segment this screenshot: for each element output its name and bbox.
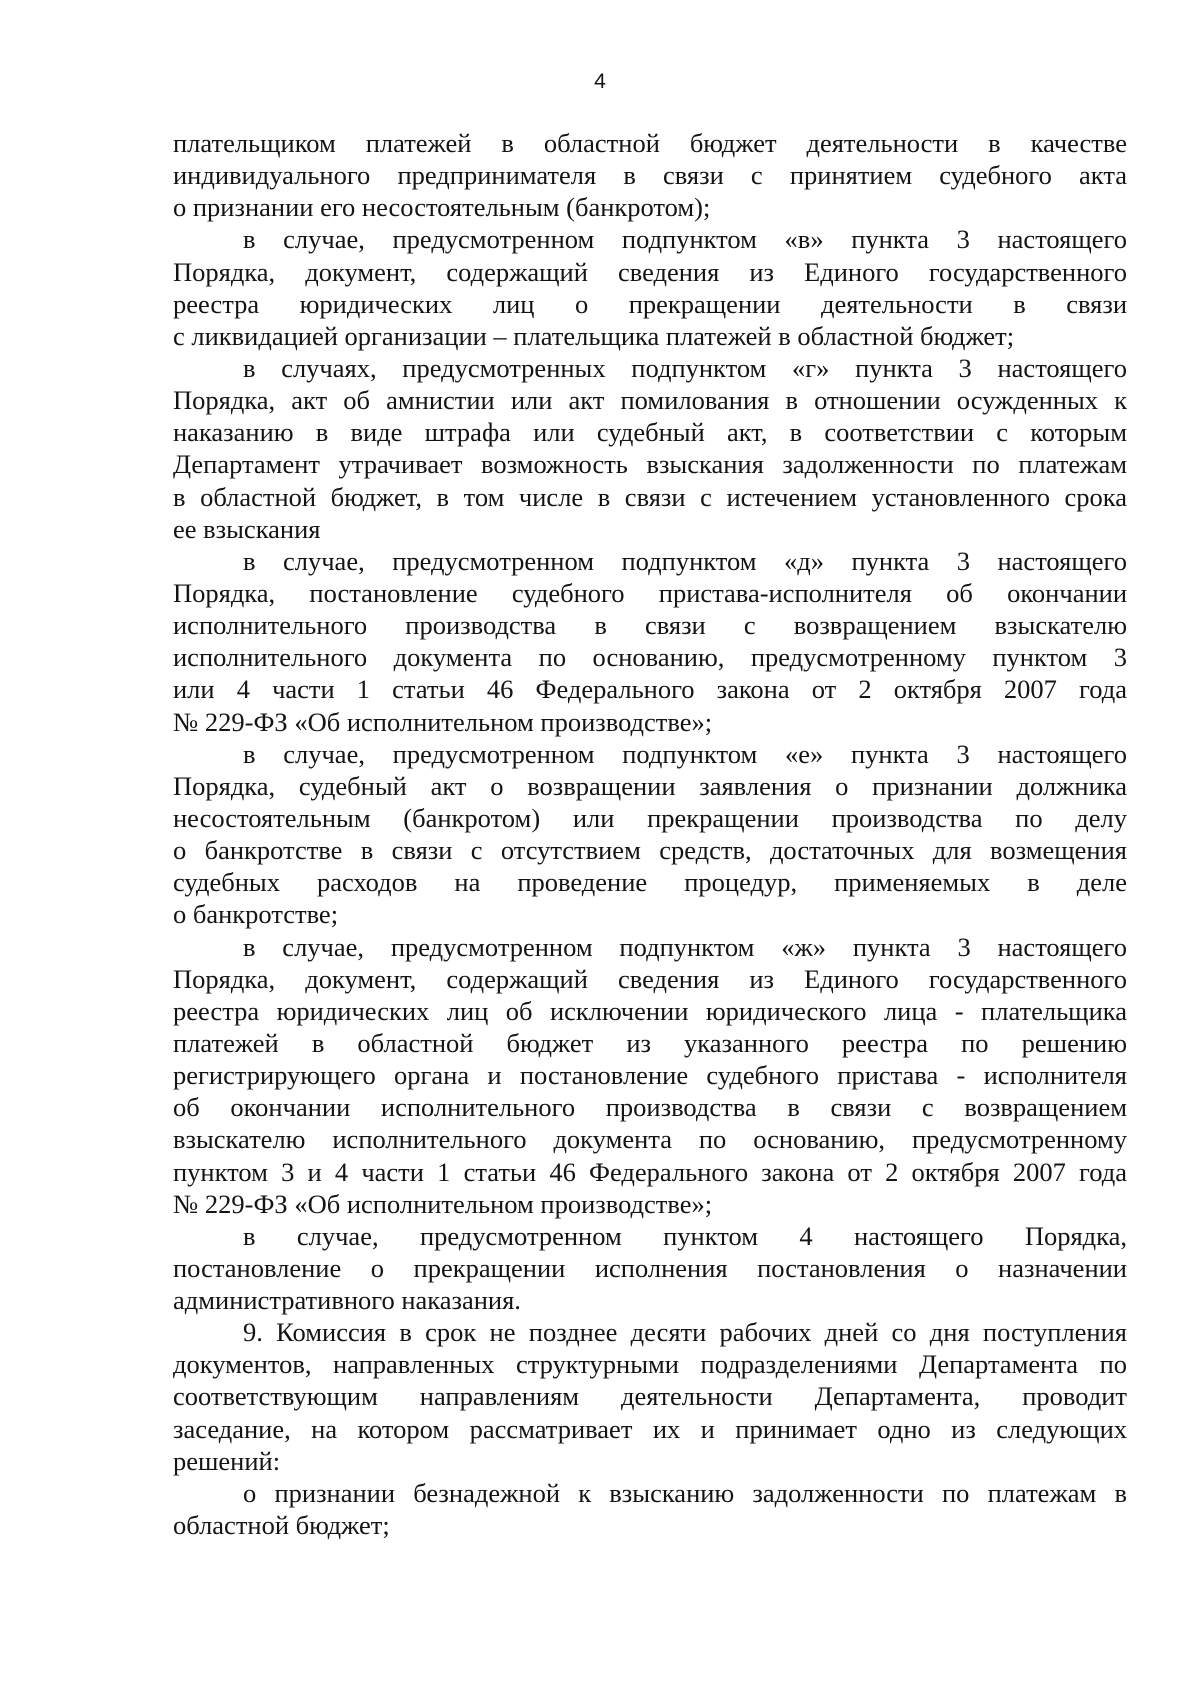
- text-line: № 229-ФЗ «Об исполнительном производстве»;: [173, 1188, 713, 1219]
- text-line: в случае, предусмотренном пунктом 4 настоящего Порядка,: [243, 1220, 1127, 1251]
- text-line: в случае, предусмотренном подпунктом «д» пункта 3 настоящего: [243, 545, 1127, 576]
- text-line: Порядка, акт об амнистии или акт помилования в отношении осужденных к: [173, 385, 1127, 416]
- text-line: о банкротстве в связи с отсутствием средств, достаточных для возмещения: [173, 835, 1127, 866]
- text-line: Порядка, документ, содержащий сведения из Единого государственного: [173, 963, 1127, 994]
- text-line: о банкротстве;: [173, 899, 339, 930]
- text-line: Департамент утрачивает возможность взыскания задолженности по платежам: [173, 449, 1127, 480]
- paragraph: [173, 127, 1127, 223]
- text-line: 9. Комиссия в срок не позднее десяти рабочих дней со дня поступления: [243, 1317, 1127, 1348]
- paragraph: [173, 352, 1127, 545]
- text-line: соответствующим направлениям деятельности Департамента, проводит: [173, 1381, 1127, 1412]
- paragraph: [173, 1477, 1127, 1541]
- text-line: ее взыскания: [173, 513, 321, 544]
- paragraph: [173, 1220, 1127, 1316]
- text-line: административного наказания.: [173, 1285, 521, 1316]
- text-line: документов, направленных структурными подразделениями Департамента по: [173, 1349, 1127, 1380]
- text-line: о признании безнадежной к взысканию задолженности по платежам в: [243, 1477, 1127, 1508]
- text-line: судебных расходов на проведение процедур, применяемых в деле: [173, 867, 1127, 898]
- text-line: в случаях, предусмотренных подпунктом «г» пункта 3 настоящего: [243, 352, 1127, 383]
- text-line: об окончании исполнительного производства в связи с возвращением: [173, 1092, 1127, 1123]
- paragraph: [173, 1316, 1127, 1477]
- text-line: реестра юридических лиц об исключении юридического лица - плательщика: [173, 995, 1127, 1026]
- text-line: пунктом 3 и 4 части 1 статьи 46 Федерального закона от 2 октября 2007 года: [173, 1156, 1127, 1187]
- text-line: Порядка, документ, содержащий сведения из Единого государственного: [173, 256, 1127, 287]
- text-line: несостоятельным (банкротом) или прекращении производства по делу: [173, 802, 1127, 833]
- paragraph: [173, 738, 1127, 931]
- paragraph: [173, 545, 1127, 738]
- text-line: платежей в областной бюджет из указанного реестра по решению: [173, 1027, 1127, 1058]
- text-line: № 229-ФЗ «Об исполнительном производстве»;: [173, 706, 713, 737]
- text-line: исполнительного документа по основанию, предусмотренному пунктом 3: [173, 642, 1127, 673]
- text-line: постановление о прекращении исполнения постановления о назначении: [173, 1252, 1127, 1283]
- text-line: областной бюджет;: [173, 1510, 390, 1541]
- text-line: реестра юридических лиц о прекращении деятельности в связи: [173, 288, 1127, 319]
- paragraph: [173, 931, 1127, 1220]
- text-line: о признании его несостоятельным (банкротом);: [173, 192, 711, 223]
- text-line: с ликвидацией организации – плательщика платежей в областной бюджет;: [173, 320, 1015, 351]
- page-number: 4: [594, 70, 606, 93]
- text-line: исполнительного производства в связи с возвращением взыскателю: [173, 610, 1127, 641]
- text-line: или 4 части 1 статьи 46 Федерального закона от 2 октября 2007 года: [173, 674, 1127, 705]
- text-line: регистрирующего органа и постановление судебного пристава - исполнителя: [173, 1060, 1127, 1091]
- text-line: в случае, предусмотренном подпунктом «в» пункта 3 настоящего: [243, 224, 1127, 255]
- text-line: взыскателю исполнительного документа по основанию, предусмотренному: [173, 1124, 1127, 1155]
- text-line: индивидуального предпринимателя в связи с принятием судебного акта: [173, 160, 1127, 191]
- text-line: наказанию в виде штрафа или судебный акт, в соответствии с которым: [173, 417, 1127, 448]
- text-line: решений:: [173, 1445, 281, 1476]
- paragraph: [173, 223, 1127, 352]
- text-line: Порядка, судебный акт о возвращении заявления о признании должника: [173, 770, 1127, 801]
- text-line: плательщиком платежей в областной бюджет деятельности в качестве: [173, 128, 1127, 158]
- text-line: заседание, на котором рассматривает их и принимает одно из следующих: [173, 1413, 1127, 1444]
- text-line: в областной бюджет, в том числе в связи с истечением установленного срока: [173, 481, 1127, 512]
- text-line: в случае, предусмотренном подпунктом «ж» пункта 3 настоящего: [243, 931, 1127, 962]
- text-line: Порядка, постановление судебного пристава-исполнителя об окончании: [173, 577, 1127, 608]
- document-body: [173, 127, 1127, 1541]
- text-line: в случае, предусмотренном подпунктом «е» пункта 3 настоящего: [243, 738, 1127, 769]
